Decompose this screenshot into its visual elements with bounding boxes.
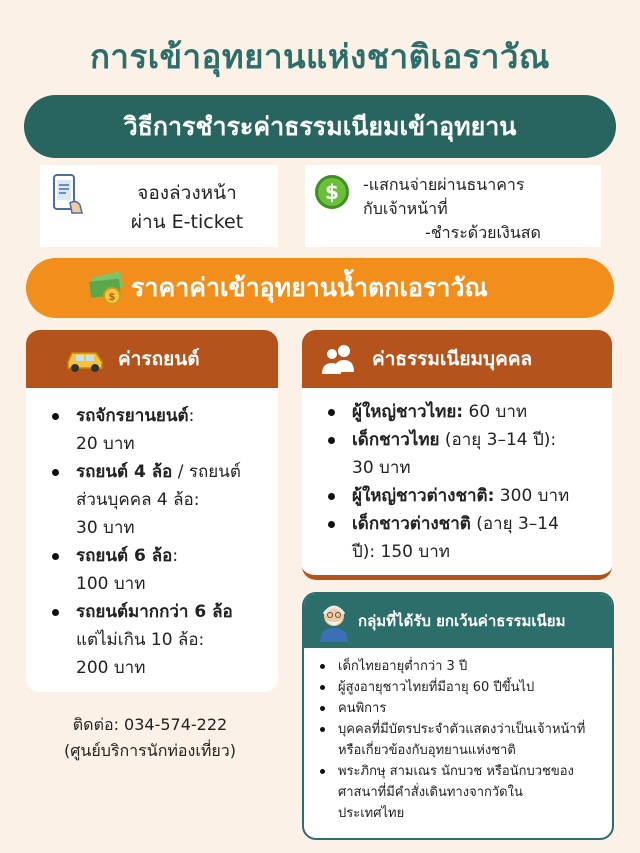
item-text: พระภิกษุ สามเณร นักบวช หรือนักบวชของ <box>338 764 574 779</box>
vehicle-fees-card <box>26 330 278 692</box>
dollar-icon: $ <box>315 175 349 209</box>
elder-person-icon <box>314 600 354 642</box>
contact-info <box>40 712 260 764</box>
price-heading-banner <box>26 258 614 318</box>
item-label: เด็กชาวไทย <box>352 430 440 450</box>
item-price: 30 บาท <box>76 518 135 538</box>
vehicle-fees-header <box>26 330 278 388</box>
money-icon <box>88 270 128 306</box>
item-rest: : <box>172 546 179 566</box>
page-title: การเข้าอุทยานแห่งชาติเอราวัณ <box>89 37 551 76</box>
item-price: 300 บาท <box>494 486 570 506</box>
item-price: 20 บาท <box>76 434 135 454</box>
item-label: รถยนต์มากกว่า 6 ล้อ <box>76 602 233 622</box>
exempt-list <box>304 648 612 824</box>
item-label: ผู้ใหญ่ชาวไทย: <box>352 402 464 422</box>
item-text: เด็กไทยอายุต่ำกว่า 3 ปี <box>338 659 468 674</box>
contact-phone: ติดต่อ: 034-574-222 <box>72 715 228 734</box>
list-item <box>326 398 602 426</box>
list-item <box>50 542 268 598</box>
eticket-line1: จองล่วงหน้า <box>137 182 237 204</box>
item-label: ผู้ใหญ่ชาวต่างชาติ: <box>352 486 495 506</box>
item-label: รถยนต์ 4 ล้อ <box>76 462 173 482</box>
exempt-card <box>302 592 614 840</box>
item-detail: ส่วนบุคคล 4 ล้อ: <box>76 490 200 510</box>
item-text: คนพิการ <box>338 701 387 716</box>
list-item <box>50 458 268 542</box>
phone-ticket-icon <box>46 173 86 217</box>
payment-cash-card <box>305 165 601 247</box>
list-item <box>50 402 268 458</box>
list-item <box>316 656 606 677</box>
item-rest: (อายุ 3–14 ปี): <box>439 430 557 450</box>
item-price: 100 บาท <box>76 574 146 594</box>
people-icon <box>320 342 356 376</box>
item-text: บุคคลที่มีบัตรประจำตัวแสดงว่าเป็นเจ้าหน้าที่ <box>338 722 586 737</box>
item-rest: : <box>188 406 195 426</box>
person-fees-list <box>302 388 612 566</box>
exempt-header <box>304 594 612 648</box>
item-text: ศาสนาที่มีคำสั่งเดินทางจากวัดใน <box>338 785 523 800</box>
list-item <box>326 426 602 482</box>
item-label: รถยนต์ 6 ล้อ <box>76 546 173 566</box>
eticket-line2: ผ่าน E-ticket <box>130 211 244 233</box>
person-fees-header <box>302 330 612 388</box>
payment-heading: วิธีการชำระค่าธรรมเนียมเข้าอุทยาน <box>123 111 517 141</box>
item-text: ผู้สูงอายุชาวไทยที่มีอายุ 60 ปีขึ้นไป <box>338 680 535 695</box>
contact-center: (ศูนย์บริการนักท่องเที่ยว) <box>64 741 236 760</box>
item-label: รถจักรยานยนต์ <box>76 406 189 426</box>
list-item <box>316 719 606 761</box>
item-price: 30 บาท <box>352 458 411 478</box>
cash-line3: -ชำระด้วยเงินสด <box>425 223 541 242</box>
vehicle-fees-heading: ค่ารถยนต์ <box>118 348 200 370</box>
person-fees-heading: ค่าธรรมเนียมบุคคล <box>372 348 533 370</box>
item-price: 200 บาท <box>76 658 146 678</box>
list-item <box>50 598 268 682</box>
list-item <box>316 761 606 824</box>
car-icon <box>64 346 106 372</box>
list-item <box>316 677 606 698</box>
item-price: ปี): 150 บาท <box>352 542 450 562</box>
item-text: ประเทศไทย <box>338 806 405 821</box>
payment-heading-banner <box>24 95 616 158</box>
item-rest: (อายุ 3–14 <box>470 514 559 534</box>
cash-line2: กับเจ้าหน้าที่ <box>363 199 448 218</box>
price-heading: ราคาค่าเข้าอุทยานน้ำตกเอราวัณ <box>131 273 488 302</box>
cash-line1: -แสกนจ่ายผ่านธนาคาร <box>363 175 525 194</box>
svg-text:$: $ <box>108 292 116 303</box>
list-item <box>326 482 602 510</box>
list-item <box>316 698 606 719</box>
vehicle-fees-list <box>26 388 278 682</box>
exempt-heading: กลุ่มที่ได้รับ ยกเว้นค่าธรรมเนียม <box>358 612 566 630</box>
item-label: เด็กชาวต่างชาติ <box>352 514 471 534</box>
item-detail: แต่ไม่เกิน 10 ล้อ: <box>76 630 205 650</box>
payment-eticket-card <box>40 165 278 247</box>
item-rest: / รถยนต์ <box>172 462 241 482</box>
list-item <box>326 510 602 566</box>
person-fees-card <box>302 330 612 580</box>
item-text: หรือเกี่ยวข้องกับอุทยานแห่งชาติ <box>338 743 516 758</box>
item-price: 60 บาท <box>463 402 528 422</box>
